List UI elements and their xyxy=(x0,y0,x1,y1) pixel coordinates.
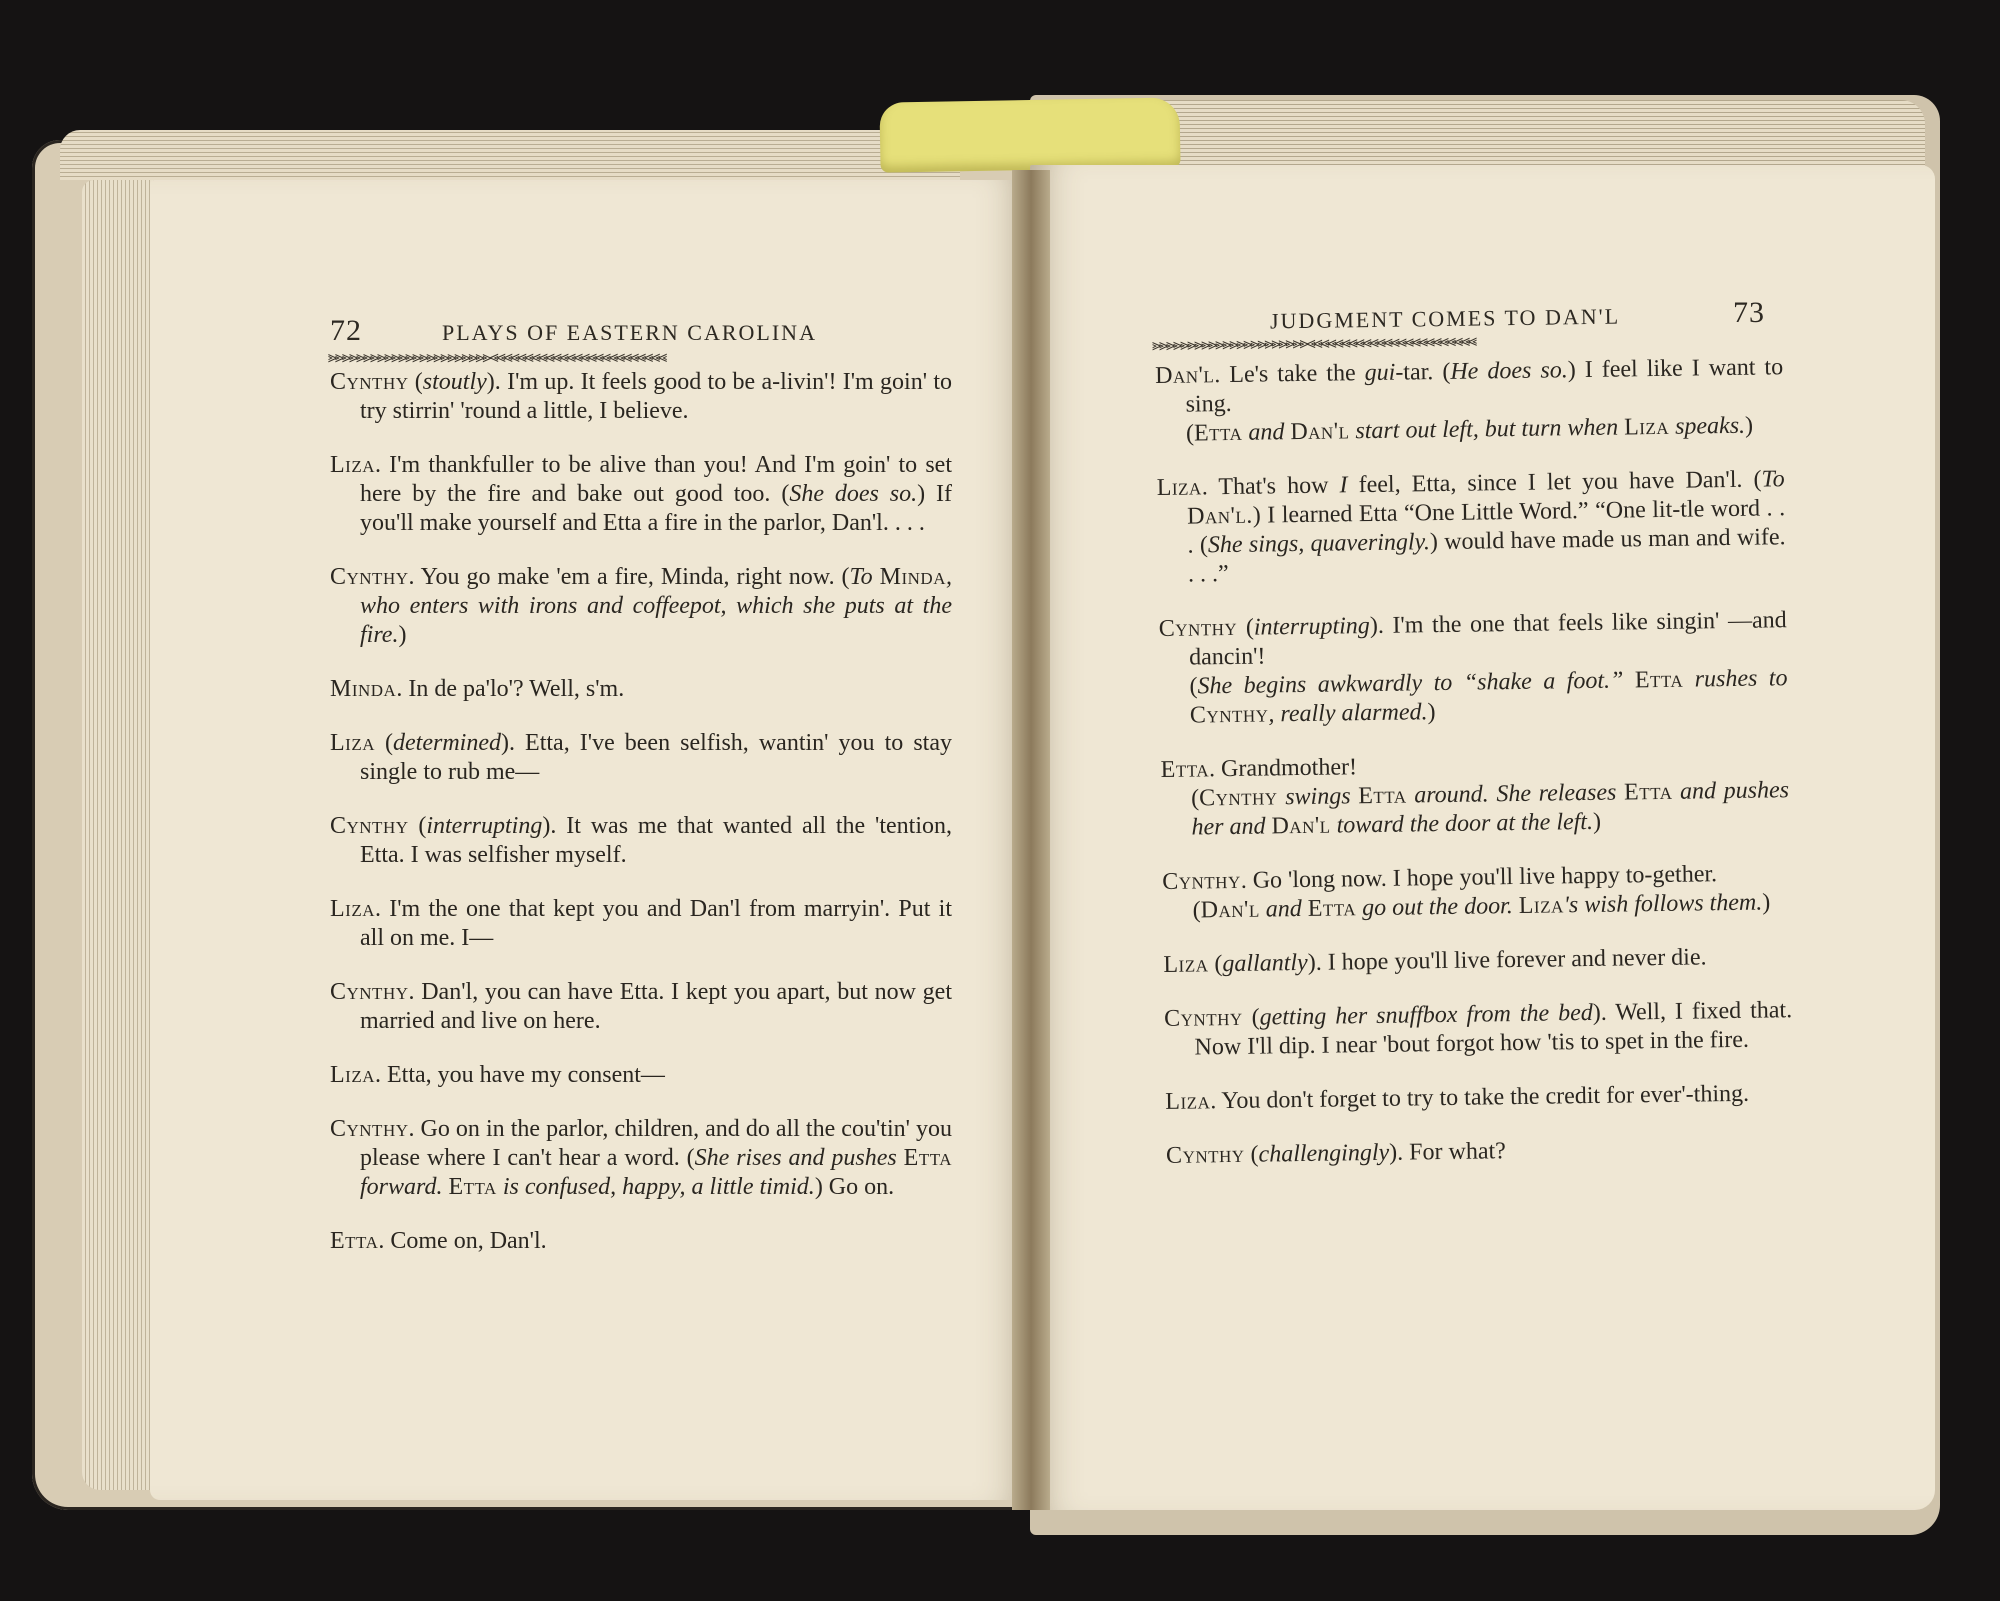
stage-direction: (Etta and Dan'l start out left, but turn when Liza speaks.) xyxy=(1185,412,1754,447)
speech-liza-3: Liza. I'm the one that kept you and Dan'l from marryin'. Put it all on me. I— xyxy=(330,896,952,951)
speech-liza-4: Liza. Etta, you have my consent— xyxy=(330,1062,665,1088)
speech-cynthy-5: Cynthy. Go on in the parlor, children, and do all the cou'tin' you please where I can't hear a word. (She rises and pushes Etta forward. Etta is confused, happy, a little timid.) Go on. xyxy=(330,1116,953,1200)
left-running-header: PLAYS OF EASTERN CAROLINA xyxy=(442,320,817,345)
speech-liza-1: Liza. I'm thankfuller to be alive than you! And I'm goin' to set here by the fire and bake out good too. (She does so.) If you'll make yourself and Etta a fire in the parlor, Dan'l. . . . xyxy=(330,452,953,536)
bookmark-ribbon xyxy=(879,97,1180,172)
speech-etta-2: Etta. Grandmother! (Cynthy swings Etta around. She releases Etta and pushes her and Dan'l toward the door at the left.) xyxy=(1160,754,1790,841)
speech-cynthy-8: Cynthy (getting her snuffbox from the bed). Well, I fixed that. Now I'll dip. I near 'bout forgot how 'tis to spet in the fire. xyxy=(1163,997,1793,1061)
right-page-body xyxy=(1155,353,1795,1196)
book-gutter xyxy=(1012,170,1050,1510)
speech-danl-1: Dan'l. Le's take the gui-tar. (He does so.) I feel like I want to sing. (Etta and Dan'l start out left, but turn when Liza speaks.) xyxy=(1155,354,1784,447)
speech-liza-6: Liza (gallantly). I hope you'll live forever and never die. xyxy=(1163,944,1707,978)
speech-cynthy-7: Cynthy. Go 'long now. I hope you'll live happy to-gether. (Dan'l and Etta go out the door. Liza's wish follows them.) xyxy=(1162,861,1771,924)
right-running-header: JUDGMENT COMES TO DAN'L xyxy=(1269,303,1621,334)
stage-direction: (She begins awkwardly to “shake a foot.” Etta rushes to Cynthy, really alarmed.) xyxy=(1189,665,1788,729)
stage-direction: (Dan'l and Etta go out the door. Liza's wish follows them.) xyxy=(1192,889,1771,924)
speech-etta-1: Etta. Come on, Dan'l. xyxy=(330,1228,547,1254)
left-page-body xyxy=(330,368,952,1281)
page-edges-top-left xyxy=(60,130,960,180)
right-ornament-rule: ⪢⪢⪢⪢⪢⪢⪢⪢⪢⪢⪢⪢⪢⪢⪢⪢⪢⪢⪢⪢⪢⪢⪡⪡⪡⪡⪡⪡⪡⪡⪡⪡⪡⪡⪡⪡⪡⪡⪡⪡⪡⪡⪡⪡⪡⪡ xyxy=(1151,330,1476,355)
speech-liza-2: Liza (determined). Etta, I've been selfish, wantin' you to stay single to rub me— xyxy=(330,730,952,785)
speech-cynthy-6: Cynthy (interrupting). I'm the one that feels like singin' —and dancin'! (She begins awkwardly to “shake a foot.” Etta rushes to Cynthy, really alarmed.) xyxy=(1158,607,1788,729)
left-page-number: 72 xyxy=(330,314,362,347)
speech-minda-1: Minda. In de pa'lo'? Well, s'm. xyxy=(330,676,625,702)
right-page-number: 73 xyxy=(1733,296,1765,329)
speech-cynthy-9: Cynthy (challengingly). For what? xyxy=(1165,1138,1507,1169)
speech-liza-5: Liza. That's how I feel, Etta, since I let you have Dan'l. (To Dan'l.) I learned Etta “One Little Word.” “One lit-tle word . . . (She sings, quaveringly.) would have made us man and wife. . . .” xyxy=(1156,466,1786,588)
speech-cynthy-1: Cynthy (stoutly). I'm up. It feels good to be a-livin'! I'm goin' to try stirrin' 'round a little, I believe. xyxy=(330,369,952,424)
stage-direction: (Cynthy swings Etta around. She releases Etta and pushes her and Dan'l toward the door at the left.) xyxy=(1190,777,1790,841)
speech-cynthy-2: Cynthy. You go make 'em a fire, Minda, right now. (To Minda, who enters with irons and coffeepot, which she puts at the fire.) xyxy=(330,564,952,648)
speech-liza-7: Liza. You don't forget to try to take the credit for ever'-thing. xyxy=(1165,1080,1750,1115)
speech-cynthy-3: Cynthy (interrupting). It was me that wanted all the 'tention, Etta. I was selfisher myself. xyxy=(330,813,952,868)
left-ornament-rule: ⪢⪢⪢⪢⪢⪢⪢⪢⪢⪢⪢⪢⪢⪢⪢⪢⪢⪢⪢⪢⪢⪢⪢⪡⪡⪡⪡⪡⪡⪡⪡⪡⪡⪡⪡⪡⪡⪡⪡⪡⪡⪡⪡⪡⪡⪡⪡⪡ xyxy=(328,348,666,366)
speech-cynthy-4: Cynthy. Dan'l, you can have Etta. I kept you apart, but now get married and live on here. xyxy=(330,979,952,1034)
